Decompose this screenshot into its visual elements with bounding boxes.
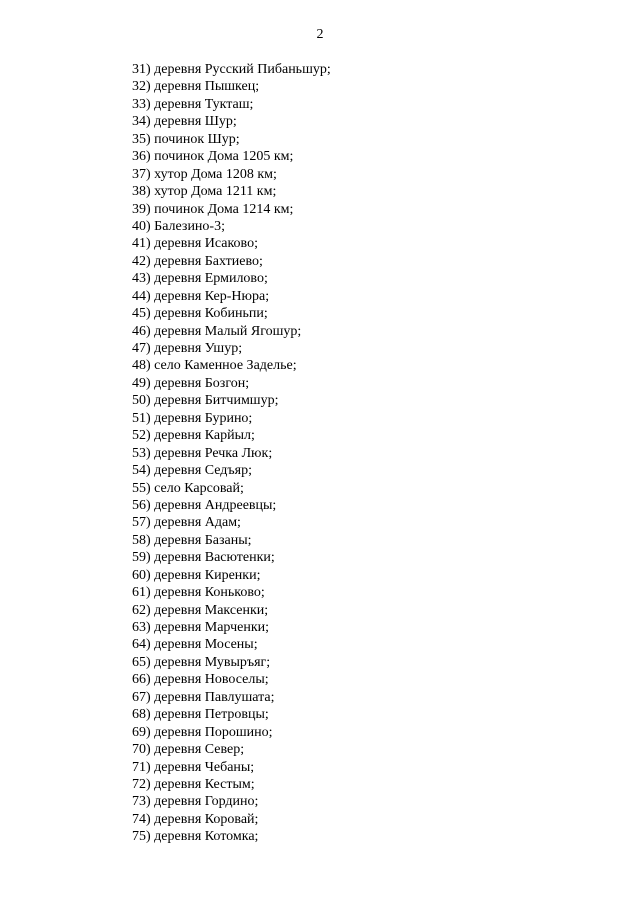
list-item: 42) деревня Бахтиево;	[132, 253, 263, 269]
list-item: 56) деревня Андреевцы;	[132, 497, 277, 513]
list-item: 60) деревня Киренки;	[132, 567, 261, 583]
list-item: 52) деревня Карйыл;	[132, 428, 255, 444]
list-item: 71) деревня Чебаны;	[132, 759, 255, 775]
list-item: 36) починок Дома 1205 км;	[132, 149, 294, 165]
settlement-list	[132, 61, 331, 846]
list-item: 68) деревня Петровцы;	[132, 707, 269, 723]
list-item: 47) деревня Ушур;	[132, 341, 243, 356]
list-item: 63) деревня Марченки;	[132, 620, 269, 635]
list-item: 38) хутор Дома 1211 км;	[132, 184, 277, 200]
list-item: 45) деревня Кобиньпи;	[132, 306, 268, 322]
list-item: 58) деревня Базаны;	[132, 532, 252, 548]
list-item: 67) деревня Павлушата;	[132, 689, 275, 705]
list-item: 74) деревня Коровай;	[132, 811, 259, 827]
list-item: 66) деревня Новоселы;	[132, 672, 269, 688]
list-item: 41) деревня Исаково;	[132, 236, 258, 252]
list-item: 37) хутор Дома 1208 км;	[132, 166, 277, 182]
list-item: 75) деревня Котомка;	[132, 829, 259, 845]
list-item: 34) деревня Шур;	[132, 114, 237, 130]
list-item: 48) село Каменное Заделье;	[132, 358, 297, 374]
list-item: 62) деревня Максенки;	[132, 602, 269, 618]
list-item: 69) деревня Порошино;	[132, 724, 273, 740]
list-item: 40) Балезино-3;	[132, 218, 225, 234]
list-item: 43) деревня Ермилово;	[132, 271, 268, 287]
list-item: 61) деревня Коньково;	[132, 585, 265, 601]
page-number: 2	[316, 27, 324, 42]
list-item: 44) деревня Кер-Нюра;	[132, 288, 270, 304]
list-item: 72) деревня Кестым;	[132, 776, 255, 792]
list-item: 35) починок Шур;	[132, 131, 240, 147]
list-item: 32) деревня Пышкец;	[132, 79, 260, 95]
list-item: 65) деревня Мувыръяг;	[132, 654, 271, 670]
list-item: 39) починок Дома 1214 км;	[132, 201, 294, 217]
list-item: 55) село Карсовай;	[132, 480, 244, 496]
list-item: 46) деревня Малый Ягошур;	[132, 323, 302, 339]
list-item: 59) деревня Васютенки;	[132, 550, 275, 566]
list-item: 54) деревня Седъяр;	[132, 463, 252, 479]
list-item: 57) деревня Адам;	[132, 515, 241, 531]
list-item: 53) деревня Речка Люк;	[132, 445, 273, 461]
list-item: 33) деревня Тукташ;	[132, 96, 254, 112]
list-item: 51) деревня Бурино;	[132, 410, 253, 426]
list-item: 73) деревня Гордино;	[132, 794, 259, 810]
list-item: 50) деревня Битчимшур;	[132, 393, 279, 409]
list-item: 31) деревня Русский Пибаньшур;	[132, 62, 331, 77]
list-item: 70) деревня Север;	[132, 742, 245, 758]
list-item: 49) деревня Бозгон;	[132, 375, 250, 391]
list-item: 64) деревня Мосены;	[132, 637, 258, 653]
